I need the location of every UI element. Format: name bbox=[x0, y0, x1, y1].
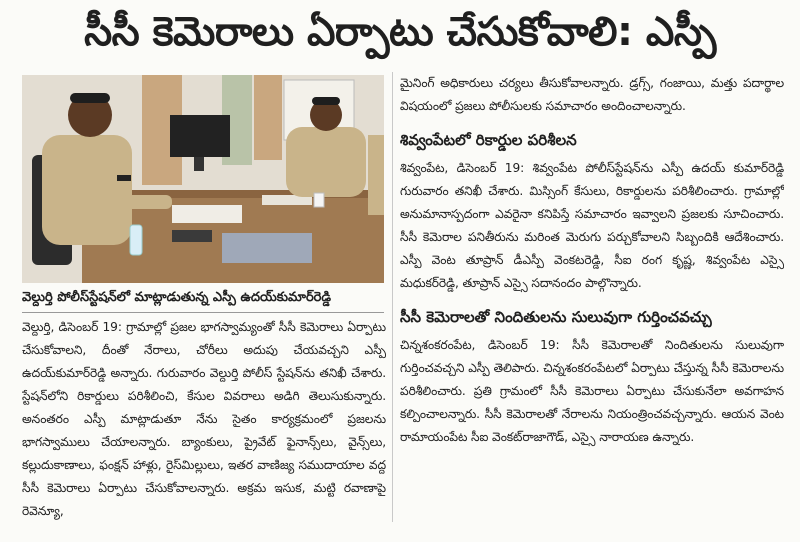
police-officers-photo bbox=[22, 75, 384, 283]
section-heading-cc-cameras: సీసీ కెమెరాలతో నిందితులను సులువుగా గుర్తించవచ్చు bbox=[400, 308, 712, 326]
article-column-left bbox=[22, 316, 386, 522]
photo-caption: వెల్దుర్తి పోలీస్‌స్టేషన్‌లో మాట్లాడుతున్న ఎస్పీ ఉదయ్‌కుమార్‌రెడ్డి bbox=[22, 284, 384, 313]
article-continuation-paragraph: మైనింగ్‌ అధికారులు చర్యలు తీసుకోవాలన్నారు. డ్రగ్స్‌, గంజాయి, మత్తు పదార్థాల విషయంలో ప్రజలు పోలీసులకు సమాచారం అందించాలన్నారు. bbox=[400, 76, 784, 113]
column-divider bbox=[392, 72, 393, 522]
article-lead-paragraph: వెల్దుర్తి, డిసెంబర్‌ 19: గ్రామాల్లో ప్రజల భాగస్వామ్యంతో సీసీ కెమెరాలు ఏర్పాటు చేసుకోవాలని, దీంతో నేరాలు, చోరీలు అదుపు చేయవచ్చని ఎస్పీ ఉదయ్‌కుమార్‌రెడ్డి అన్నారు. గురువారం వెల్దుర్తి పోలీస్‌ స్టేషన్‌ను తనిఖీ చేశారు. స్టేషన్‌లోని రికార్డులు పరిశీలించి, కేసుల వివరాలు అడిగి తెలుసుకున్నారు. అనంతరం ఎస్పీ మాట్లాడుతూ నేను సైతం కార్యక్రమంలో ప్రజలను భాగస్వాములు చేయాలన్నారు. బ్యాంకులు, ప్రైవేట్‌ ఫైనాన్స్‌లు, వైన్స్‌లు, కల్లుదుకాణాలు, ఫంక్షన్‌ హాళ్లు, రైస్‌మిల్లులు, ఇతర వాణిజ్య సముదాయాల వద్ద సీసీ కెమెరాలు ఏర్పాటు చేసుకోవాలన్నారు. అక్రమ ఇసుక, మట్టి రవాణాపై రెవెన్యూ, bbox=[22, 320, 386, 518]
article-column-right bbox=[400, 72, 784, 522]
headline: సీసీ కెమెరాలు ఏర్పాటు చేసుకోవాలి: ఎస్పీ bbox=[84, 9, 716, 55]
section-heading-shivvampet: శివ్వంపేటలో రికార్డుల పరిశీలన bbox=[400, 131, 577, 149]
section-body-cc-cameras: చిన్నశంకరంపేట, డిసెంబర్‌ 19: సీసీ కెమెరాలతో నిందితులను సులువుగా గుర్తించవచ్చని ఎస్పీ తెలిపారు. చిన్నశంకరంపేటలో ఏర్పాటు చేస్తున్న సీసీ కెమెరాలను పరిశీలించారు. ప్రతి గ్రామంలో సీసీ కెమెరాలు ఏర్పాటు చేసుకునేలా అవగాహన కల్పించాలన్నారు. సీసీ కెమెరాలతో నేరాలను నియంత్రించవచ్చన్నారు. ఆయన వెంట రామాయంపేట సీఐ వెంకట్‌రాజాగౌడ్‌, ఎస్సై నారాయణ ఉన్నారు. bbox=[400, 338, 784, 444]
section-body-shivvampet: శివ్వంపేట, డిసెంబర్‌ 19: శివ్వంపేట పోలీస్‌స్టేషన్‌ను ఎస్పీ ఉదయ్‌ కుమార్‌రెడ్డి గురువారం తనిఖీ చేశారు. మిస్సింగ్‌ కేసులు, రికార్డులను పరిశీలించారు. గ్రామాల్లో అనుమానాస్పదంగా ఎవరైనా కనిపిస్తే సమాచారం ఇవ్వాలని ప్రజలకు సూచించారు. సీసీ కెమెరాల పనితీరును మరింత మెరుగు పర్చుకోవాలని సిబ్బందికి ఆదేశించారు. ఎస్పీ వెంట తూప్రాన్‌ డీఎస్పీ వెంకటరెడ్డి, సీఐ రంగ కృష్ణ, శివ్వంపేట ఎస్సై మధుకర్‌రెడ్డి, తూప్రాన్‌ ఎస్సై సదానందం పాల్గొన్నారు. bbox=[400, 161, 784, 290]
news-photo bbox=[22, 75, 384, 283]
